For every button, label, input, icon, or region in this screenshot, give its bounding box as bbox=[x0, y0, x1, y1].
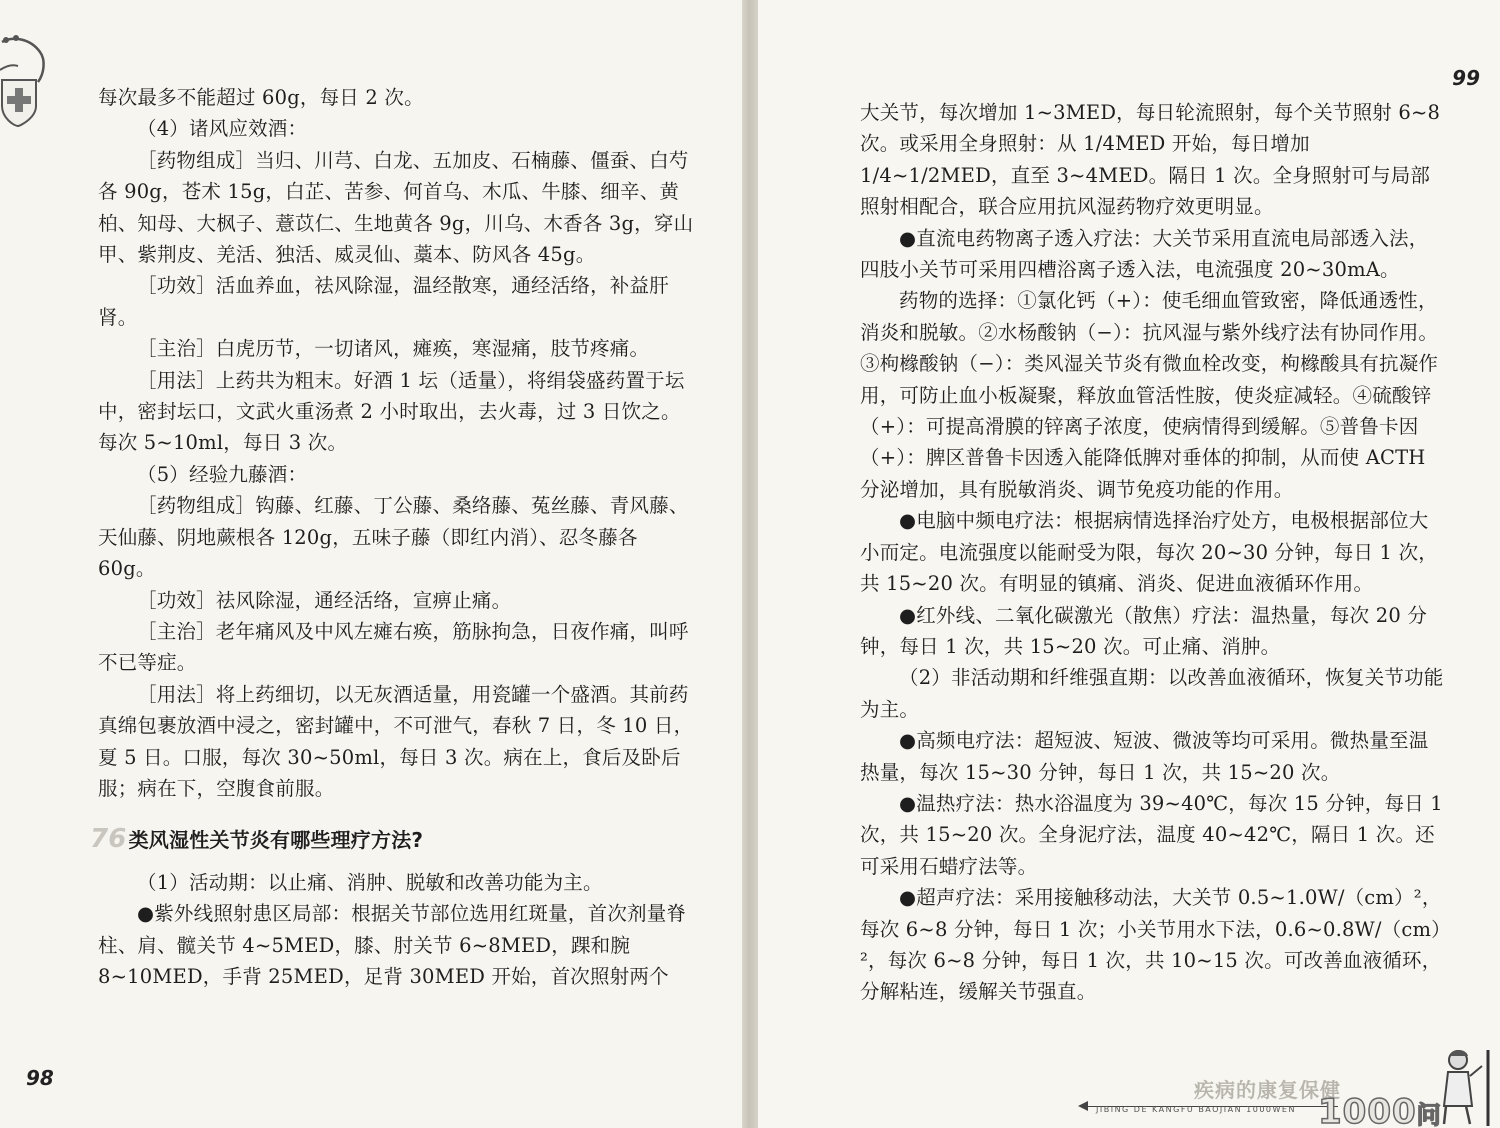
section-heading bbox=[90, 824, 698, 856]
paragraph: ●紫外线照射患区局部：根据关节部位选用红斑量，首次剂量脊柱、肩、髋关节 4~5MED，膝、肘关节 6~8MED，踝和腕 8~10MED，手背 25MED，足背 30MED 开始，首次照射两个 bbox=[98, 902, 687, 988]
book-gutter bbox=[742, 0, 758, 1128]
paragraph: ●高频电疗法：超短波、短波、微波等均可采用。微热量至温热量，每次 15~30 分钟，每日 1 次，共 15~20 次。 bbox=[860, 729, 1429, 784]
page-number-right: 99 bbox=[1452, 66, 1480, 90]
page-number-left: 98 bbox=[26, 1066, 54, 1090]
paragraph: （5）经验九藤酒： bbox=[137, 462, 308, 486]
paragraph: ●温热疗法：热水浴温度为 39~40℃，每次 15 分钟，每日 1 次，共 15~20 次。全身泥疗法，温度 40~42℃，隔日 1 次。还可采用石蜡疗法等。 bbox=[860, 791, 1443, 878]
footer-number bbox=[1318, 1092, 1442, 1128]
right-body-text bbox=[860, 97, 1448, 1008]
footer-number-value: 1000 bbox=[1318, 1092, 1417, 1128]
footer-pinyin: JIBING DE KANGFU BAOJIAN 1000WEN bbox=[1096, 1105, 1296, 1114]
left-body-text bbox=[90, 82, 698, 992]
paragraph: （2）非活动期和纤维强直期：以改善血液循环，恢复关节功能为主。 bbox=[860, 666, 1444, 721]
doctor-figure-icon bbox=[1436, 1046, 1496, 1126]
paragraph: ●电脑中频电疗法：根据病情选择治疗处方，电极根据部位大小而定。电流强度以能耐受为限，每次 20~30 分钟，每日 1 次，共 15~20 次。有明显的镇痛、消炎、促进血液循环作用。 bbox=[860, 509, 1438, 596]
question-title: 类风湿性关节炎有哪些理疗方法? bbox=[128, 828, 424, 853]
paragraph: ●直流电药物离子透入疗法：大关节采用直流电局部透入法，四肢小关节可采用四槽浴离子透入法，电流强度 20~30mA。 bbox=[860, 226, 1429, 282]
paragraph: ［药物组成］当归、川芎、白龙、五加皮、石楠藤、僵蚕、白芍各 90g，苍术 15g，白芷、苦参、何首乌、木瓜、牛膝、细辛、黄柏、知母、大枫子、薏苡仁、生地黄各 9g，川乌、木香各 3g，穿山甲、紫荆皮、羌活、独活、威灵仙、藁本、防风各 45g。 bbox=[98, 148, 694, 267]
paragraph: 每次最多不能超过 60g，每日 2 次。 bbox=[98, 86, 424, 109]
paragraph: ［药物组成］钩藤、红藤、丁公藤、桑络藤、菟丝藤、青风藤、天仙藤、阴地蕨根各 120g，五味子藤（即红内消）、忍冬藤各 60g。 bbox=[98, 494, 689, 581]
paragraph: ［功效］祛风除湿，通经活络，宣痹止痛。 bbox=[137, 588, 512, 612]
question-number: 76 bbox=[90, 824, 127, 855]
paragraph: ［功效］活血养血，祛风除湿，温经散寒，通经活络，补益肝肾。 bbox=[98, 274, 669, 329]
medical-cross-icon bbox=[0, 76, 40, 128]
paragraph: ［主治］白虎历节，一切诸风，瘫痪，寒湿痛，肢节疼痛。 bbox=[137, 337, 650, 361]
left-page bbox=[0, 0, 742, 1128]
paragraph: ［用法］将上药细切，以无灰酒适量，用瓷罐一个盛酒。其前药真绵包裹放酒中浸之，密封罐中，不可泄气，春秋 7 日，冬 10 日，夏 5 日。口服，每次 30~50ml，每日 3 次。病在上，食后及卧后服；病在下，空腹食前服。 bbox=[98, 682, 694, 800]
paragraph: ［主治］老年痛风及中风左瘫右痪，筋脉拘急，日夜作痛，叫呼不已等症。 bbox=[98, 619, 689, 675]
footer-arrow-icon bbox=[1078, 1101, 1088, 1111]
footer-book-title: 疾病的康复保健 bbox=[1194, 1078, 1341, 1102]
paragraph: ●超声疗法：采用接触移动法，大关节 0.5~1.0W/（cm）²，每次 6~8 分钟，每日 1 次；小关节用水下法，0.6~0.8W/（cm）²，每次 6~8 分钟，每日 1 次，共 10~15 次。可改善血液循环，分解粘连，缓解关节强直。 bbox=[860, 886, 1442, 1004]
paragraph: 大关节，每次增加 1~3MED，每日轮流照射，每个关节照射 6~8 次。或采用全身照射：从 1/4MED 开始，每日增加 1/4~1/2MED，直至 3~4MED。隔日 1 次。全身照射可与局部照射相配合，联合应用抗风湿药物疗效更明显。 bbox=[860, 101, 1441, 219]
paragraph: （1）活动期：以止痛、消肿、脱敏和改善功能为主。 bbox=[137, 870, 603, 894]
paragraph: ●红外线、二氧化碳激光（散焦）疗法：温热量，每次 20 分钟，每日 1 次，共 15~20 次。可止痛、消肿。 bbox=[860, 603, 1428, 658]
paragraph: ［用法］上药共为粗末。好酒 1 坛（适量），将绢袋盛药置于坛中，密封坛口，文武火重汤煮 2 小时取出，去火毒，过 3 日饮之。每次 5~10ml，每日 3 次。 bbox=[98, 368, 685, 455]
paragraph: 药物的选择：①氯化钙（+）：使毛细血管致密，降低通透性，消炎和脱敏。②水杨酸钠（−）：抗风湿与紫外线疗法有协同作用。③枸橼酸钠（−）：类风湿关节炎有微血栓改变，枸橼酸具有抗凝作用，可防止血小板凝聚，释放血管活性胺，使炎症减轻。④硫酸锌（+）：可提高滑膜的锌离子浓度，使病情得到缓解。⑤普鲁卡因（+）：脾区普鲁卡因透入能降低脾对垂体的抑制，从而使 ACTH 分泌增加，具有脱敏消炎、调节免疫功能的作用。 bbox=[860, 289, 1439, 501]
right-page bbox=[758, 0, 1500, 1128]
footer-number-suffix: 问 bbox=[1416, 1101, 1442, 1128]
paragraph: （4）诸风应效酒： bbox=[137, 117, 308, 141]
